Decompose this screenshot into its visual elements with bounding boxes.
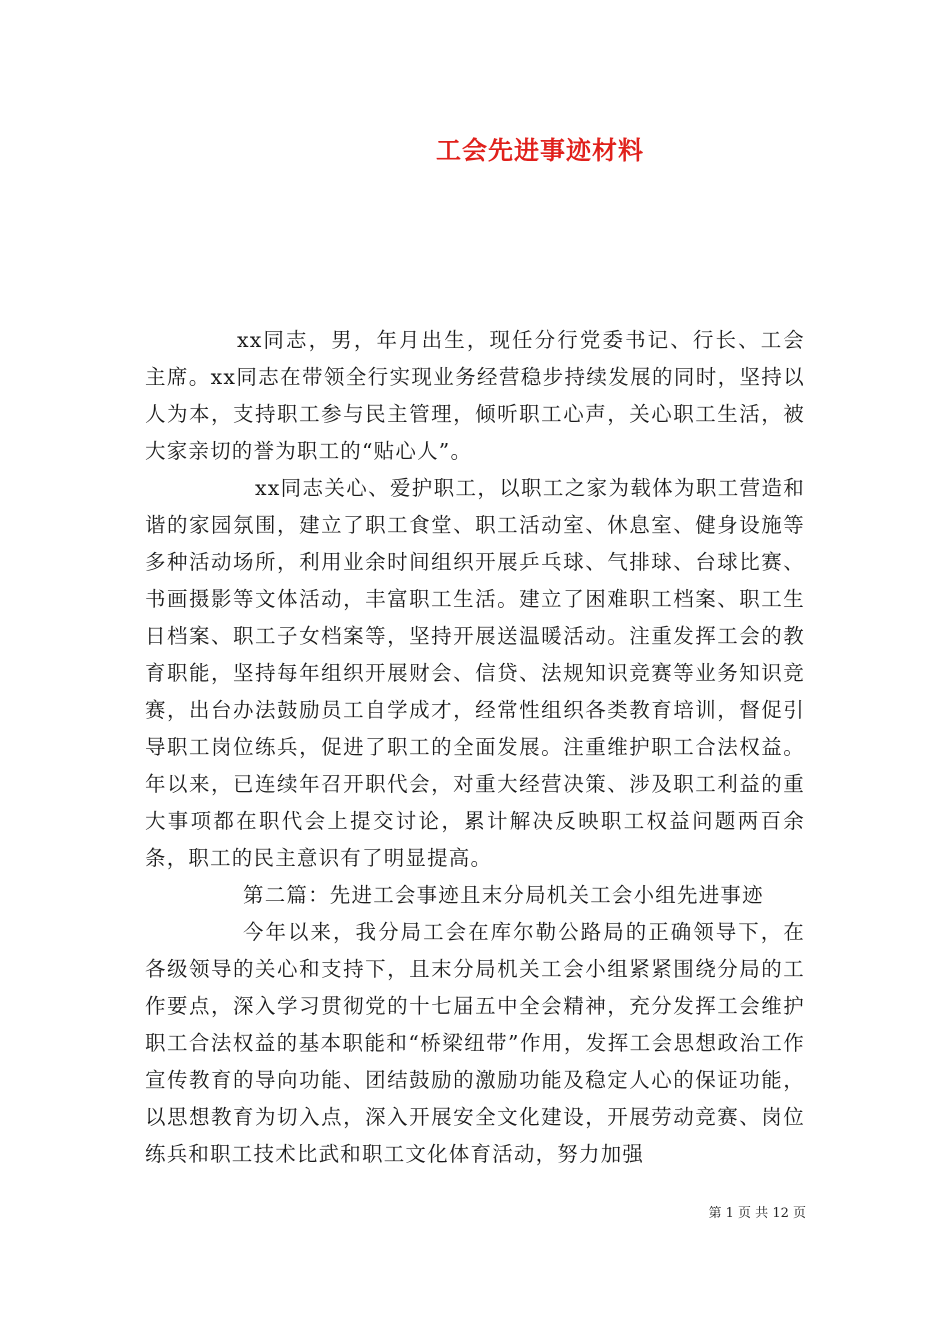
paragraph: xx同志，男，年月出生，现任分行党委书记、行长、工会主席。xx同志在带领全行实现业务经营稳步持续发展的同时，坚持以人为本，支持职工参与民主管理，倾听职工心声，关心职工生活，被大家亲切的誉为职工的“贴心人”。 [145, 328, 805, 463]
paragraph: 今年以来，我分局工会在库尔勒公路局的正确领导下，在各级领导的关心和支持下，且末分局机关工会小组紧紧围绕分局的工作要点，深入学习贯彻党的十七届五中全会精神，充分发挥工会维护职工合法权益的基本职能和“桥梁纽带”作用，发挥工会思想政治工作宣传教育的导向功能、团结鼓励的激励功能及稳定人心的保证功能，以思想教育为切入点，深入开展安全文化建设，开展劳动竞赛、岗位练兵和职工技术比武和职工文化体育活动，努力加强 [145, 920, 805, 1166]
page-number: 第 1 页 共 12 页 [708, 1206, 806, 1221]
page-footer [0, 1204, 950, 1224]
paragraph: xx同志关心、爱护职工，以职工之家为载体为职工营造和谐的家园氛围，建立了职工食堂、职工活动室、休息室、健身设施等多种活动场所，利用业余时间组织开展乒乓球、气排球、台球比赛、书画摄影等文体活动，丰富职工生活。建立了困难职工档案、职工生日档案、职工子女档案等，坚持开展送温暖活动。注重发挥工会的教育职能，坚持每年组织开展财会、信贷、法规知识竞赛等业务知识竞赛，出台办法鼓励员工自学成才，经常性组织各类教育培训，督促引导职工岗位练兵，促进了职工的全面发展。注重维护职工合法权益。年以来，已连续年召开职代会，对重大经营决策、涉及职工利益的重大事项都在职代会上提交讨论，累计解决反映职工权益问题两百余条，职工的民主意识有了明显提高。 [145, 476, 805, 870]
section-heading: 第二篇：先进工会事迹且末分局机关工会小组先进事迹 [243, 883, 764, 907]
document-title: 工会先进事迹材料 [435, 136, 644, 165]
document-body [145, 322, 805, 1173]
